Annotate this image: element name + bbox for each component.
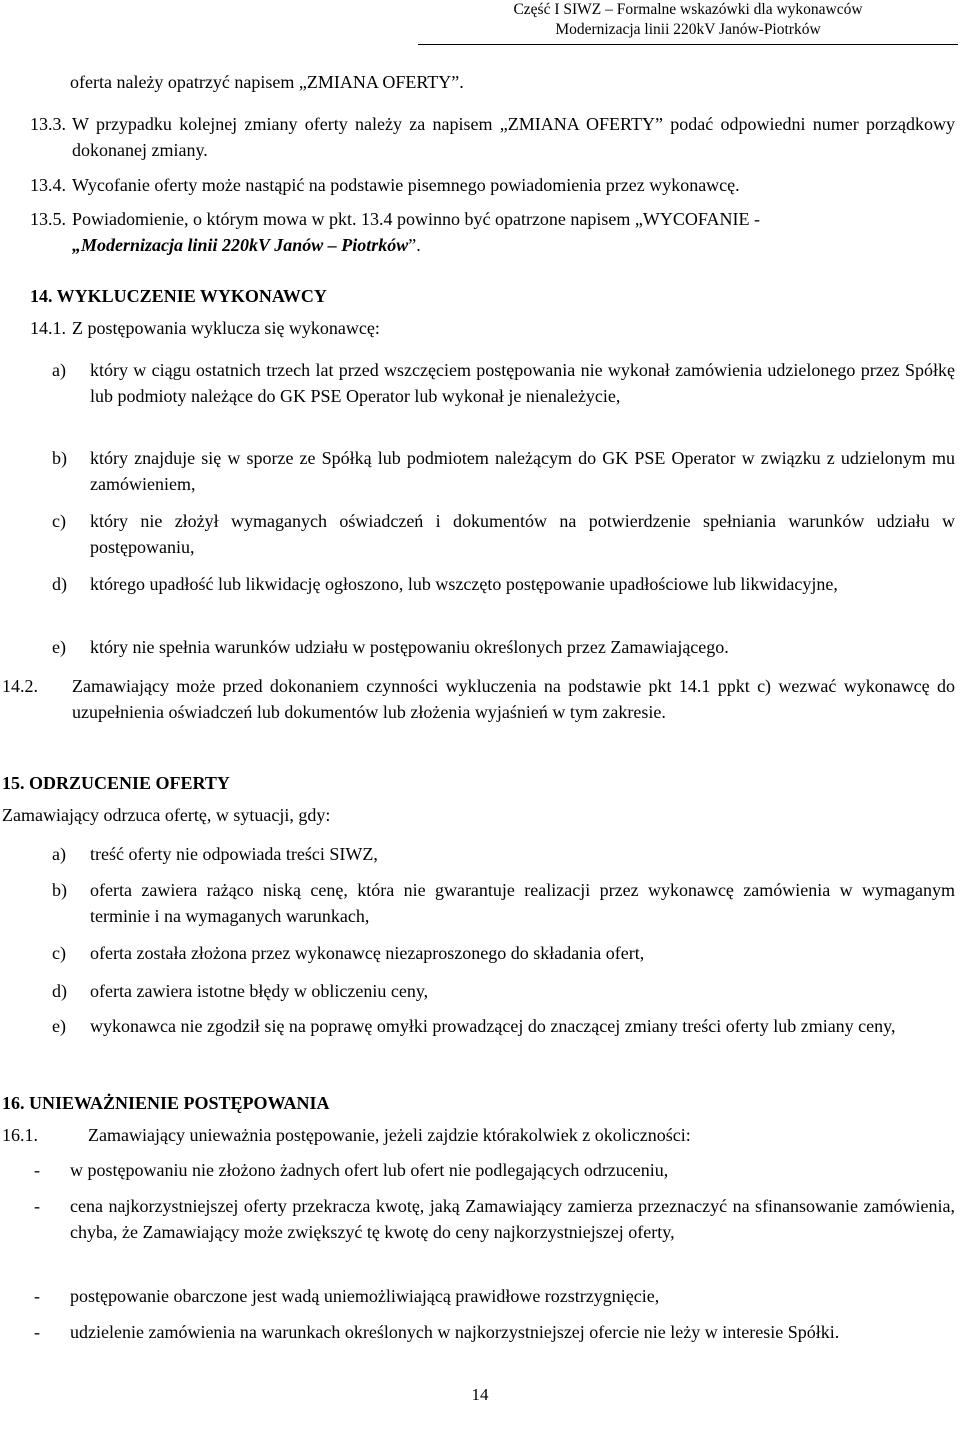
list-label: - bbox=[34, 1286, 40, 1306]
document-header bbox=[418, 0, 958, 40]
list-label: b) bbox=[52, 448, 67, 468]
list-text: który nie spełnia warunków udziału w postępowaniu określonych przez Zamawiającego. bbox=[90, 637, 729, 657]
paragraph-text: Z postępowania wyklucza się wykonawcę: bbox=[72, 318, 380, 338]
paragraph-number: 13.5. bbox=[30, 209, 66, 229]
paragraph-number: 16.1. bbox=[2, 1125, 38, 1145]
paragraph-text: Zamawiający unieważnia postępowanie, jeżeli zajdzie którakolwiek z okoliczności: bbox=[88, 1125, 691, 1145]
paragraph-14-2 bbox=[2, 674, 955, 752]
list-item bbox=[34, 1158, 955, 1184]
list-text: oferta zawiera istotne błędy w obliczeniu ceny, bbox=[90, 981, 429, 1001]
list-text: postępowanie obarczone jest wadą uniemożliwiającą prawidłowe rozstrzygnięcie, bbox=[70, 1286, 660, 1306]
list-text: cena najkorzystniejszej oferty przekracza kwotę, jaką Zamawiający zamierza przeznaczyć na sfinansowanie zamówienia, chyba, że Zamawiający może zwiększyć tę kwotę do ceny najkorzystniejszej oferty, bbox=[70, 1196, 955, 1242]
header-divider bbox=[418, 44, 958, 45]
list-item bbox=[52, 635, 955, 661]
list-label: e) bbox=[52, 637, 66, 657]
list-label: d) bbox=[52, 981, 67, 1001]
header-subtitle: Modernizacja linii 220kV Janów-Piotrków bbox=[555, 21, 821, 38]
paragraph-number: 14.2. bbox=[2, 676, 38, 696]
list-item bbox=[52, 941, 955, 967]
list-label: - bbox=[34, 1322, 40, 1342]
paragraph-14-1 bbox=[30, 316, 955, 342]
paragraph-number: 13.3. bbox=[30, 114, 66, 134]
paragraph-text: Powiadomienie, o którym mowa w pkt. 13.4 powinno być opatrzone napisem „WYCOFANIE - bbox=[72, 209, 761, 229]
closing-quote: ”. bbox=[408, 234, 421, 255]
list-text: w postępowaniu nie złożono żadnych ofert lub ofert nie podlegających odrzuceniu, bbox=[70, 1160, 669, 1180]
list-item bbox=[34, 1320, 955, 1372]
paragraph-16-1 bbox=[2, 1123, 955, 1149]
list-label: e) bbox=[52, 1016, 66, 1036]
paragraph-13-3 bbox=[30, 112, 955, 164]
paragraph-number: 13.4. bbox=[30, 175, 66, 195]
list-item bbox=[52, 358, 955, 436]
paragraph-number: 14.1. bbox=[30, 318, 66, 338]
list-text: który nie złożył wymaganych oświadczeń i dokumentów na potwierdzenie spełniania warunków udziału w postępowaniu, bbox=[90, 511, 955, 557]
list-text: który w ciągu ostatnich trzech lat przed wszczęciem postępowania nie wykonał zamówienia udzielonego przez Spółkę lub podmioty należące do GK PSE Operator lub wykonał je nienależycie, bbox=[90, 360, 955, 406]
list-text: którego upadłość lub likwidację ogłoszono, lub wszczęto postępowanie upadłościowe lub likwidacyjne, bbox=[90, 574, 838, 594]
list-label: d) bbox=[52, 574, 67, 594]
list-text: który znajduje się w sporze ze Spółką lub podmiotem należącym do GK PSE Operator w związku z udzielonym mu zamówieniem, bbox=[90, 448, 955, 494]
list-text: oferta zawiera rażąco niską cenę, która nie gwarantuje realizacji przez wykonawcę zamówienia w wymaganym terminie i na wymaganych warunkach, bbox=[90, 880, 955, 926]
header-title: Część I SIWZ – Formalne wskazówki dla wykonawców bbox=[513, 1, 863, 18]
project-name: „Modernizacja linii 220kV Janów – Piotrków bbox=[72, 234, 409, 255]
list-item bbox=[34, 1194, 955, 1272]
list-text: oferta została złożona przez wykonawcę niezaproszonego do składania ofert, bbox=[90, 943, 645, 963]
list-label: c) bbox=[52, 943, 66, 963]
list-item bbox=[52, 1014, 955, 1066]
continuation-line: oferta należy opatrzyć napisem „ZMIANA OFERTY”. bbox=[70, 72, 464, 92]
paragraph-text: W przypadku kolejnej zmiany oferty należy za napisem „ZMIANA OFERTY” podać odpowiedni numer porządkowy dokonanej zmiany. bbox=[72, 114, 955, 160]
paragraph-13-4 bbox=[30, 173, 955, 199]
section-14-heading: 14. WYKLUCZENIE WYKONAWCY bbox=[30, 286, 327, 306]
page-number: 14 bbox=[471, 1385, 489, 1404]
list-item bbox=[52, 446, 955, 498]
list-label: c) bbox=[52, 511, 66, 531]
list-item bbox=[52, 842, 955, 868]
list-label: a) bbox=[52, 360, 66, 380]
list-item bbox=[52, 509, 955, 561]
list-item bbox=[52, 572, 955, 624]
list-text: wykonawca nie zgodził się na poprawę omyłki prowadzącej do znaczącej zmiany treści oferty lub zmiany ceny, bbox=[90, 1016, 896, 1036]
section-15-heading bbox=[2, 771, 230, 797]
list-label: a) bbox=[52, 844, 66, 864]
list-text: udzielenie zamówienia na warunkach określonych w najkorzystniejszej ofercie nie leży w interesie Spółki. bbox=[70, 1322, 840, 1342]
section-16-heading: 16. UNIEWAŻNIENIE POSTĘPOWANIA bbox=[2, 1093, 330, 1113]
list-item bbox=[52, 878, 955, 930]
list-text: treść oferty nie odpowiada treści SIWZ, bbox=[90, 844, 378, 864]
paragraph-text: Wycofanie oferty może nastąpić na podstawie pisemnego powiadomienia przez wykonawcę. bbox=[72, 175, 740, 195]
list-item bbox=[52, 979, 955, 1005]
paragraph-text: Zamawiający może przed dokonaniem czynności wykluczenia na podstawie pkt 14.1 ppkt c) wezwać wykonawcę do uzupełnienia oświadczeń lub dokumentów lub złożenia wyjaśnień w tym zakresie. bbox=[72, 676, 955, 722]
section-15-intro: Zamawiający odrzuca ofertę, w sytuacji, gdy: bbox=[2, 805, 331, 825]
section-heading-text: 15. ODRZUCENIE OFERTY bbox=[2, 773, 230, 793]
paragraph-13-5 bbox=[30, 207, 955, 259]
list-label: - bbox=[34, 1196, 40, 1216]
list-label: b) bbox=[52, 880, 67, 900]
list-label: - bbox=[34, 1160, 40, 1180]
list-item bbox=[34, 1284, 955, 1310]
